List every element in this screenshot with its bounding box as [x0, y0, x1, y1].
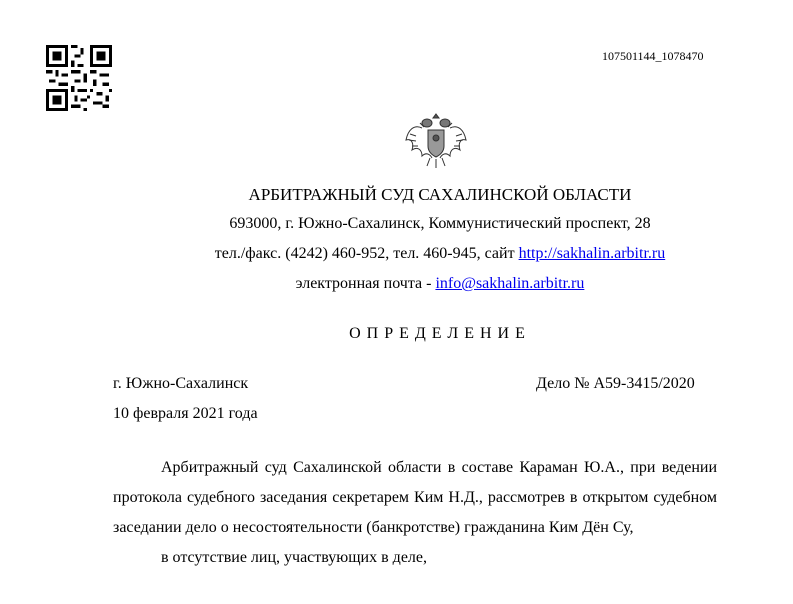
- court-address: 693000, г. Южно-Сахалинск, Коммунистический проспект, 28: [229, 215, 651, 232]
- paragraph: в отсутствие лиц, участвующих в деле,: [161, 549, 427, 566]
- paragraph: Арбитражный суд Сахалинской области в составе Караман Ю.А., при ведении протокола судебного заседания секретарем Ким Н.Д., рассмотрев в открытом судебном заседании дело о несостоятельности (банкротстве) гражданина Ким Дён Су,: [113, 459, 717, 536]
- phone-text: тел./факс. (4242) 460-952, тел. 460-945, сайт: [214, 245, 515, 262]
- website-link[interactable]: http://sakhalin.arbitr.ru: [518, 245, 666, 262]
- email-link[interactable]: info@sakhalin.arbitr.ru: [435, 275, 585, 292]
- city: г. Южно-Сахалинск: [113, 375, 249, 392]
- case-number: Дело № А59-3415/2020: [536, 375, 695, 392]
- document-id: 107501144_1078470: [602, 49, 704, 63]
- document-body: [113, 453, 717, 573]
- document-title: ОПРЕДЕЛЕНИЕ: [349, 325, 531, 342]
- email-label: электронная почта -: [295, 275, 432, 292]
- email-line: [0, 275, 793, 293]
- document-date: 10 февраля 2021 года: [113, 405, 258, 422]
- coat-of-arms-icon: [400, 110, 472, 172]
- qr-code-icon: [46, 45, 112, 111]
- contact-line: [0, 245, 793, 263]
- court-name: АРБИТРАЖНЫЙ СУД САХАЛИНСКОЙ ОБЛАСТИ: [248, 185, 632, 204]
